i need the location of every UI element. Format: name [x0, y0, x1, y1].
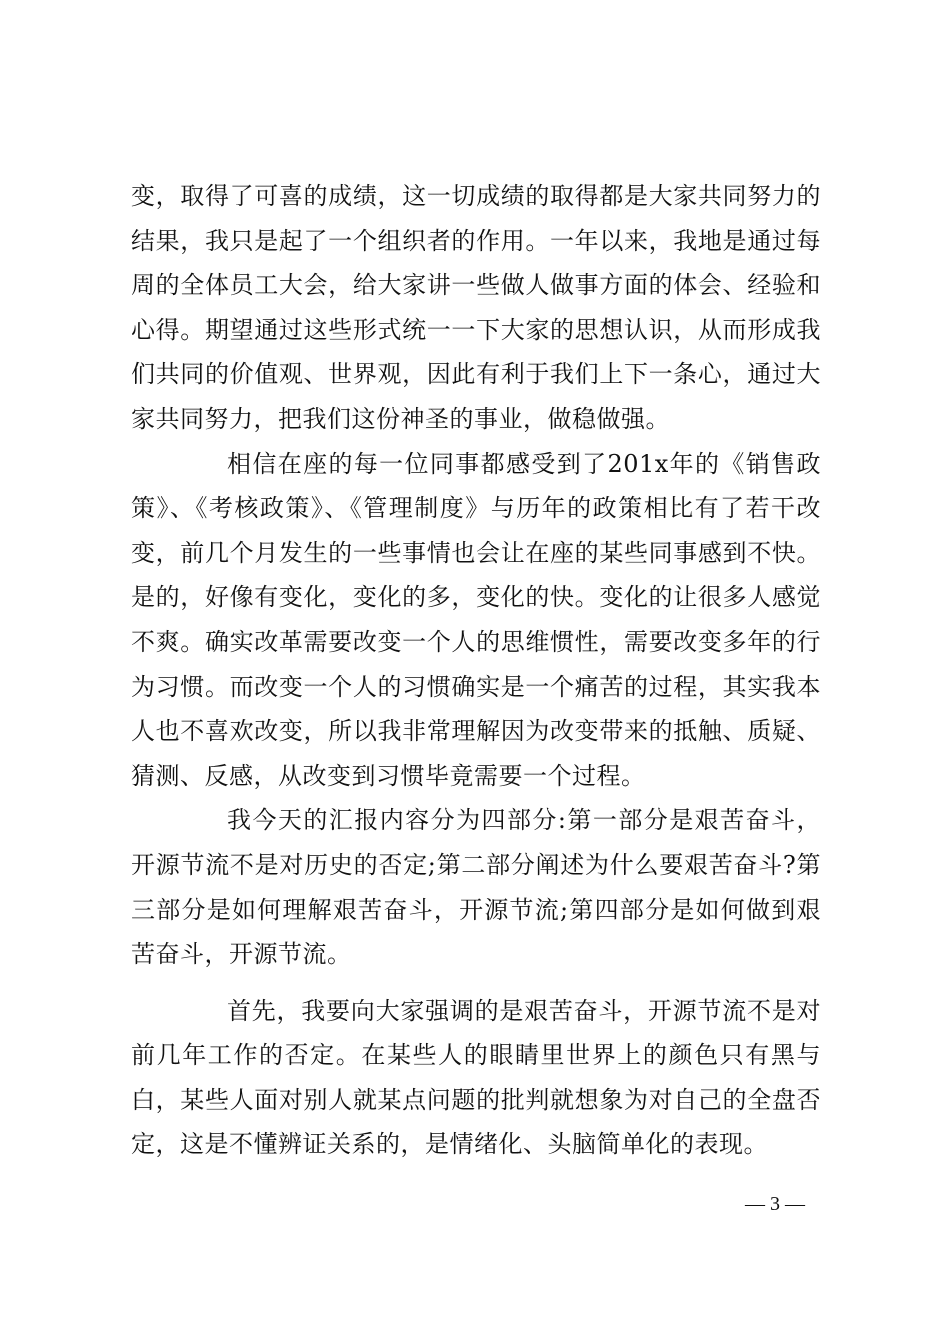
paragraph-1: 变，取得了可喜的成绩，这一切成绩的取得都是大家共同努力的结果，我只是起了一个组织者的作用。一年以来，我地是通过每周的全体员工大会，给大家讲一些做人做事方面的体会、经验和心得。期望通过这些形式统一一下大家的思想认识，从而形成我们共同的价值观、世界观，因此有利于我们上下一条心，通过大家共同努力，把我们这份神圣的事业，做稳做强。: [131, 182, 821, 433]
paragraph-3: 我今天的汇报内容分为四部分:第一部分是艰苦奋斗，开源节流不是对历史的否定;第二部分阐述为什么要艰苦奋斗?第三部分是如何理解艰苦奋斗，开源节流;第四部分是如何做到艰苦奋斗，开源节流。: [131, 806, 821, 969]
paragraph-4: 首先，我要向大家强调的是艰苦奋斗，开源节流不是对前几年工作的否定。在某些人的眼睛里世界上的颜色只有黑与白，某些人面对别人就某点问题的批判就想象为对自己的全盘否定，这是不懂辨证关系的，是情绪化、头脑简单化的表现。: [131, 996, 821, 1159]
body-text: [131, 174, 821, 1167]
paragraph-2: 相信在座的每一位同事都感受到了201x年的《销售政策》、《考核政策》、《管理制度》与历年的政策相比有了若干改变，前几个月发生的一些事情也会让在座的某些同事感到不快。是的，好像有变化，变化的多，变化的快。变化的让很多人感觉不爽。确实改革需要改变一个人的思维惯性，需要改变多年的行为习惯。而改变一个人的习惯确实是一个痛苦的过程，其实我本人也不喜欢改变，所以我非常理解因为改变带来的抵触、质疑、猜测、反感，从改变到习惯毕竟需要一个过程。: [131, 449, 821, 790]
page-number: — 3 —: [745, 1193, 805, 1215]
